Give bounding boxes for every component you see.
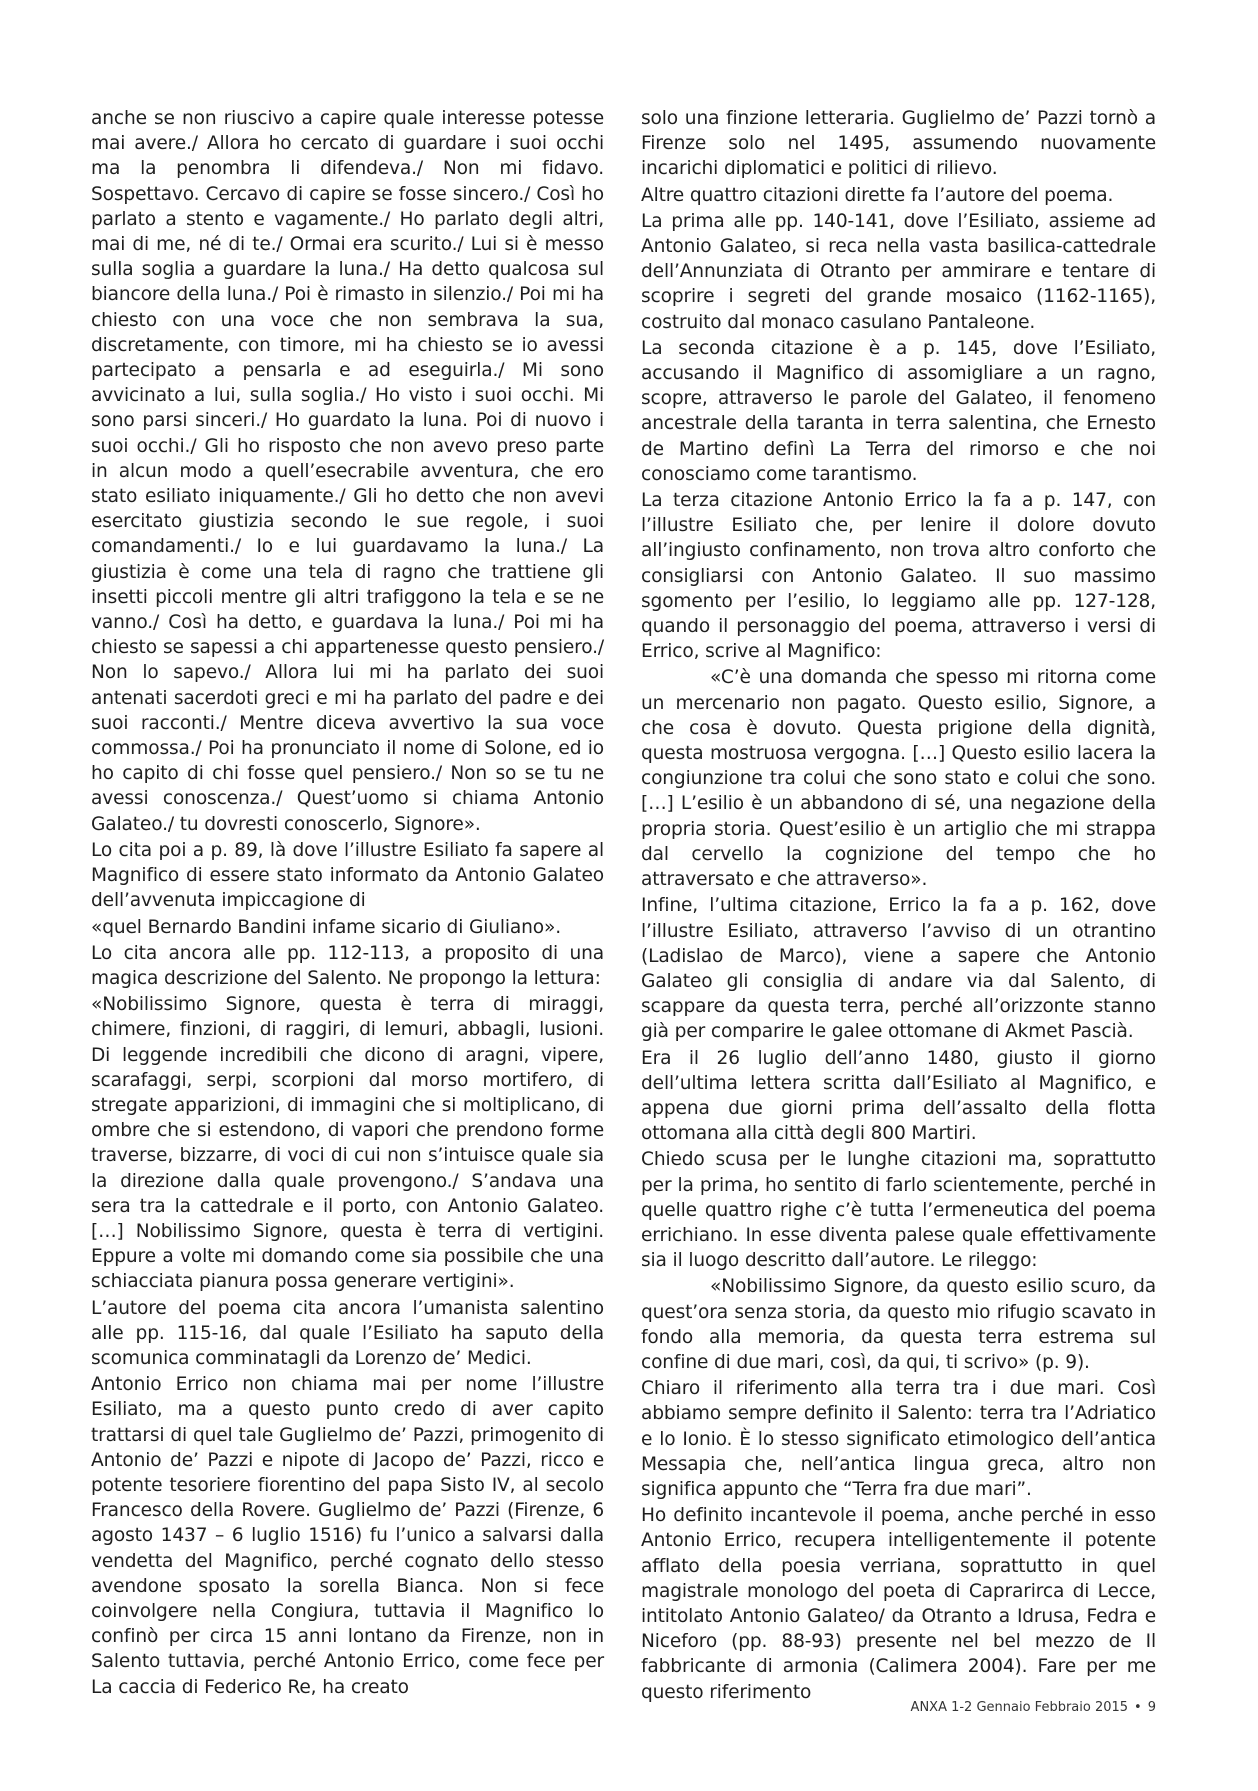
publication-info: ANXA 1-2 Gennaio Febbraio 2015 [910, 1700, 1129, 1715]
paragraph: Antonio Errico non chiama mai per nome l’illustre Esiliato, ma a questo punto credo di aver capito trattarsi di quel tale Guglielmo de’ Pazzi, primogenito di Antonio de’ Pazzi e nipote di Jacopo de’ Pazzi, ricco e potente tesoriere fiorentino del papa Sisto IV, al secolo Francesco della Rovere. Guglielmo de’ Pazzi (Firenze, 6 agosto 1437 – 6 luglio 1516) fu l’unico a salvarsi dalla vendetta del Magnifico, perché cognato dello stesso avendone sposato la sorella Bianca. Non si fece coinvolgere nella Congiura, tuttavia il Magnifico lo confinò per circa 15 anni lontano da Firenze, non in Salento tuttavia, perché Antonio Errico, come fece per La caccia di Federico Re, ha creato [91, 1374, 604, 1698]
quotation: «Nobilissimo Signore, questa è terra di miraggi, chimere, finzioni, di raggiri, di lemuri, abbagli, lusioni. Di leggende incredibili che dicono di aragni, vipere, scarafaggi, serpi, scorpioni dal morso mortifero, di stregate apparizioni, di immagini che si moltiplicano, di ombre che si estendono, di vapori che prendono forme traverse, bizzarre, di voci di cui non s’intuisce quale sia la direzione dalla quale provengono./ S’andava una sera tra la cattedrale e il porto, con Antonio Galateo. […] Nobilissimo Signore, questa è terra di vertigini. Eppure a volte mi domando come sia possibile che una schiacciata pianura possa generare vertigini». [91, 994, 604, 1293]
paragraph: La terza citazione Antonio Errico la fa a p. 147, con l’illustre Esiliato che, per lenire il dolore dovuto all’ingiusto confinamento, non trova altro conforto che consigliarsi con Antonio Galateo. Il suo massimo sgomento per l’esilio, lo leggiamo alle pp. 127-128, quando il personaggio del poema, attraverso i versi di Errico, scrive al Magnifico: [641, 490, 1156, 663]
paragraph: Lo cita poi a p. 89, là dove l’illustre Esiliato fa sapere al Magnifico di essere stato informato da Antonio Galateo dell’avvenuta impiccagione di [91, 839, 604, 912]
paragraph: Era il 26 luglio dell’anno 1480, giusto il giorno dell’ultima lettera scritta dall’Esiliato al Magnifico, e appena due giorni prima dell’assalto della flotta ottomana alla città degli 800 Martiri. [641, 1047, 1156, 1145]
right-column [641, 106, 1156, 1706]
paragraph: L’autore del poema cita ancora l’umanista salentino alle pp. 115-16, dal quale l’Esiliato ha saputo della scomunica comminatagli da Lorenzo de’ Medici. [91, 1297, 604, 1369]
page-footer [0, 1700, 1156, 1715]
paragraph: Ho definito incantevole il poema, anche perché in esso Antonio Errico, recupera intelligentemente il potente afflato della poesia verriana, soprattutto in quel magistrale monologo del poeta di Caprarirca di Lecce, intitolato Antonio Galateo/ da Otranto a Idrusa, Fedra e Niceforo (pp. 88-93) presente nel bel mezzo de Il fabbricante di armonia (Calimera 2004). Fare per me questo riferimento [641, 1505, 1156, 1703]
left-column [91, 106, 604, 1701]
paragraph: anche se non riuscivo a capire quale interesse potesse mai avere./ Allora ho cercato di guardare i suoi occhi ma la penombra li difendeva./ Non mi fidavo. Sospettavo. Cercavo di capire se fosse sincero./ Così ho parlato a stento e vagamente./ Ho parlato degli altri, mai di me, né di te./ Ormai era scurito./ Lui si è messo sulla soglia a guardare la luna./ Ha detto qualcosa sul biancore della luna./ Poi è rimasto in silenzio./ Poi mi ha chiesto con una voce che non sembrava la sua, discretamente, con timore, mi ha chiesto se io avessi partecipato a pensarla e ad eseguirla./ Mi sono avvicinato a lui, sulla soglia./ Ho visto i suoi occhi. Mi sono parsi sinceri./ Ho guardato la luna. Poi di nuovo i suoi occhi./ Gli ho risposto che non avevo preso parte in alcun modo a quell’esecrabile avventura, che ero stato esiliato iniquamente./ Gli ho detto che non avevi esercitato giustizia secondo le sue regole, i suoi comandamenti./ Io e lui guardavamo la luna./ La giustizia è come una tela di ragno che trattiene gli insetti piccoli mentre gli altri trafiggono la tela e se ne vanno./ Così ha detto, e guardava la luna./ Poi mi ha chiesto se sapessi a chi appartenesse questo pensiero./ Non lo sapevo./ Allora lui mi ha parlato dei suoi antenati sacerdoti greci e mi ha parlato del padre e dei suoi racconti./ Mentre diceva avvertivo la sua voce commossa./ Poi ha pronunciato il nome di Solone, ed io ho capito di chi fosse quel pensiero./ Non so se tu ne avessi conoscenza./ Quest’uomo si chiama Antonio Galateo./ tu dovresti conoscerlo, Signore». [91, 108, 604, 835]
paragraph: La prima alle pp. 140-141, dove l’Esiliato, assieme ad Antonio Galateo, si reca nella vasta basilica-cattedrale dell’Annunziata di Otranto per ammirare e tentare di scoprire i segreti del grande mosaico (1162-1165), costruito dal monaco casulano Pantaleone. [641, 210, 1156, 333]
block-quotation: «C’è una domanda che spesso mi ritorna come un mercenario non pagato. Questo esilio, Signore, a che cosa è dovuto. Questa prigione della dignità, questa mostruosa vergogna. […] Questo esilio lacera la congiunzione tra colui che sono stato e colui che sono. […] L’esilio è un abbandono di sé, una negazione della propria storia. Quest’esilio è un artiglio che mi strappa dal cervello la cognizione del tempo che ho attraversato e che attraverso». [641, 667, 1156, 891]
paragraph: solo una finzione letteraria. Guglielmo de’ Pazzi tornò a Firenze solo nel 1495, assumendo nuovamente incarichi diplomatici e politici di rilievo. [641, 108, 1156, 180]
paragraph: Lo cita ancora alle pp. 112-113, a proposito di una magica descrizione del Salento. Ne propongo la lettura: [91, 942, 604, 989]
separator: • [1134, 1700, 1142, 1715]
paragraph: Chiaro il riferimento alla terra tra i due mari. Così abbiamo sempre definito il Salento: terra tra l’Adriatico e lo Ionio. È lo stesso significato etimologico dell’antica Messapia che, nell’antica lingua greca, altro non significa appunto che “Terra fra due mari”. [641, 1378, 1156, 1500]
block-quotation: «Nobilissimo Signore, da questo esilio scuro, da quest’ora senza storia, da questo mio rifugio scavato in fondo alla memoria, da questa terra estrema sul confine di due mari, così, da qui, ti scrivo» (p. 9). [641, 1276, 1156, 1373]
paragraph: Chiedo scusa per le lunghe citazioni ma, soprattutto per la prima, ho sentito di farlo scientemente, perché in quelle quattro righe c’è tutta l’ermeneutica del poema errichiano. In esse diventa palese quale effettivamente sia il luogo descritto dall’autore. Le rileggo: [641, 1149, 1156, 1272]
paragraph: Altre quattro citazioni dirette fa l’autore del poema. [641, 184, 1114, 206]
quotation: «quel Bernardo Bandini infame sicario di Giuliano». [91, 916, 562, 938]
page-number: 9 [1147, 1700, 1156, 1715]
paragraph: Infine, l’ultima citazione, Errico la fa a p. 162, dove l’illustre Esiliato, attraverso l’avviso di un otrantino (Ladislao de Marco), viene a sapere che Antonio Galateo gli consiglia di andare via dal Salento, di scappare da questa terra, perché all’orizzonte stanno già per comparire le galee ottomane di Akmet Pascià. [641, 895, 1156, 1043]
paragraph: La seconda citazione è a p. 145, dove l’Esiliato, accusando il Magnifico di assomigliare a un ragno, scopre, attraverso le parole del Galateo, il fenomeno ancestrale della taranta in terra salentina, che Ernesto de Martino definì La Terra del rimorso e che noi conosciamo come tarantismo. [641, 337, 1156, 485]
